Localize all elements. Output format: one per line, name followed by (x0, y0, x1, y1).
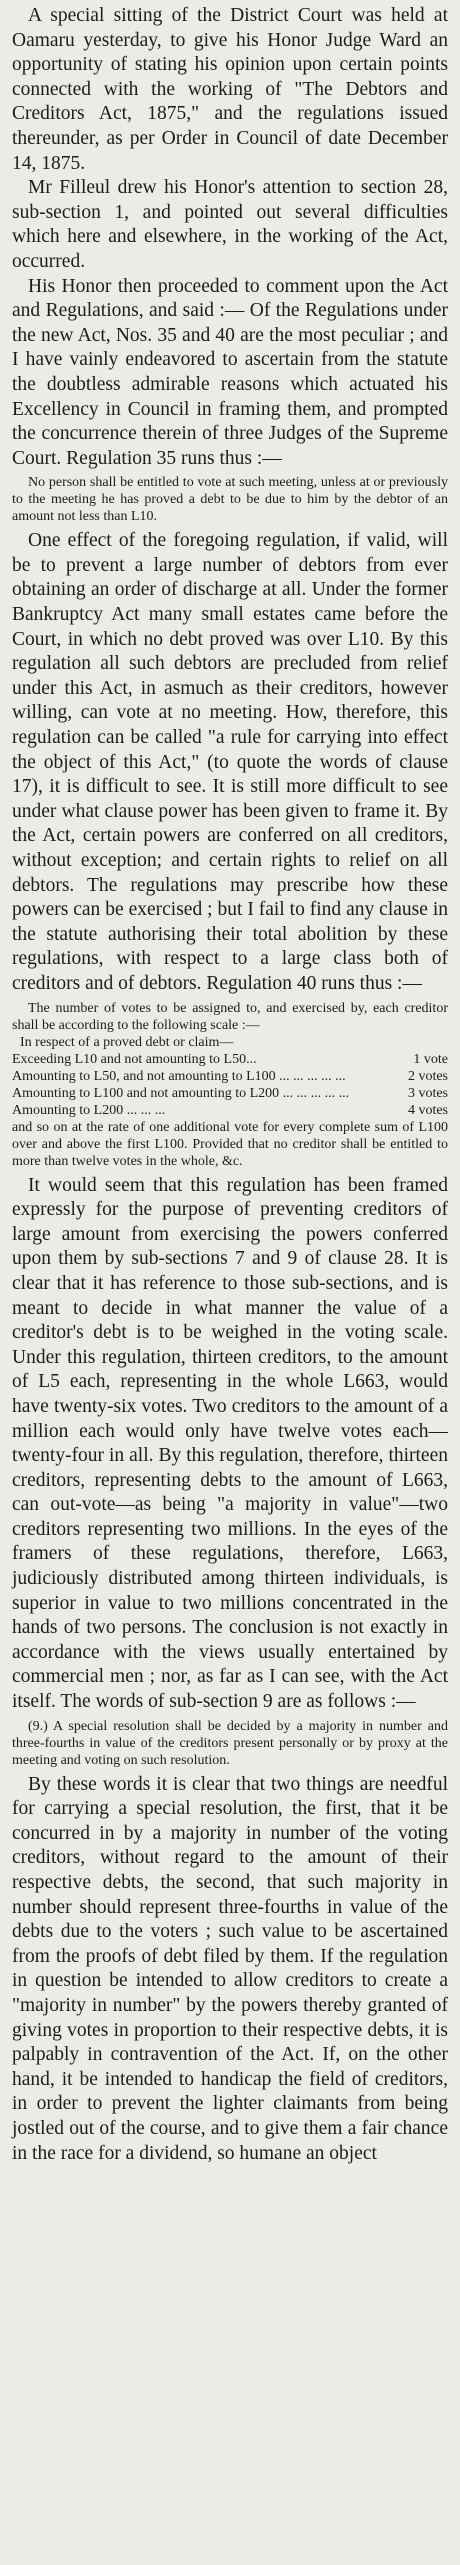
vote-scale-row (12, 1068, 448, 1085)
article-paragraph-honor-comment: His Honor then proceeded to comment upon the Act and Regulations, and said :— Of the Regulations under the new Act, Nos. 35 and 40 are the most peculiar ; and I have vainly endeavored to ascertain from the statute the doubtless admirable reasons which actuated his Excellency in Council in framing them, and prompted the concurrence therein of three Judges of the Supreme Court. Regulation 35 runs thus :— (12, 275, 448, 469)
sub-section-9-quote: (9.) A special resolution shall be decided by a majority in number and three-fourths in value of the creditors present personally or by proxy at the meeting and voting on such resolution. (12, 1718, 448, 1768)
vote-scale-row (12, 1102, 448, 1119)
vote-scale-row (12, 1051, 448, 1068)
vote-scale-row-votes: 4 votes (407, 1102, 448, 1118)
vote-scale-row (12, 1085, 448, 1102)
vote-scale-subheading: In respect of a proved debt or claim— (20, 1034, 234, 1050)
vote-scale-row-votes: 3 votes (407, 1085, 448, 1101)
vote-scale-proviso: and so on at the rate of one additional vote for every complete sum of L100 over and above the first L100. Provided that no creditor shall be entitled to more than twelve votes in the whole, &c. (12, 1119, 448, 1169)
article-paragraph-special-resolution: By these words it is clear that two things are needful for carrying a special resolution, the first, that it be concurred in by a majority in number of the voting creditors, without regard to the amount of their respective debts, the second, that such majority in number should represent three-fourths in value of the debts due to the voters ; such value to be ascertained from the proofs of debt filed by them. If the regulation in question be intended to allow creditors to create a "majority in number" by the powers thereby granted of giving votes in proportion to their respective debts, it is palpably in contravention of the Act. If, on the other hand, it be intended to handicap the field of creditors, in order to prevent the lighter claimants from being jostled out of the course, and to give them a fair chance in the race for a dividend, so humane an object (12, 1773, 448, 2164)
article-paragraph-regulation-35-effect: One effect of the foregoing regulation, if valid, will be to prevent a large number of debtors from ever obtaining an order of discharge at all. Under the former Bankruptcy Act many small estates came before the Court, in which no debt proved was over L10. By this regulation all such debtors are precluded from relief under this Act, in asmuch as their creditors, however willing, can vote at no meeting. How, therefore, this regulation can be called "a rule for carrying into effect the object of this Act," (to quote the words of clause 17), it is difficult to see. It is still more difficult to see under what clause power has been given to frame it. By the Act, certain powers are conferred on all creditors, without exception; and certain rights to relief on all debtors. The regulations may prescribe how these powers can be exercised ; but I fail to find any clause in the statute authorising their total abolition by these regulations, with respect to a large class both of creditors and of debtors. Regulation 40 runs thus :— (12, 530, 448, 994)
vote-scale-heading: The number of votes to be assigned to, and exercised by, each creditor shall be according to the following scale :— (12, 1000, 448, 1033)
vote-scale-row-range: Amounting to L50, and not amounting to L100 ... ... ... ... ... (12, 1068, 346, 1084)
vote-scale-row-range: Exceeding L10 and not amounting to L50... (12, 1051, 257, 1067)
vote-scale-row-votes: 2 votes (407, 1068, 448, 1084)
vote-scale-row-votes: 1 vote (413, 1051, 448, 1067)
article-paragraph-filleul: Mr Filleul drew his Honor's attention to section 28, sub-section 1, and pointed out several difficulties which here and elsewhere, in the working of the Act, occurred. (12, 177, 448, 272)
vote-scale-row-range: Amounting to L200 ... ... ... (12, 1102, 166, 1118)
regulation-40-quote (12, 1000, 448, 1170)
vote-scale-row-range: Amounting to L100 and not amounting to L200 ... ... ... ... ... (12, 1085, 350, 1101)
article-paragraph-regulation-40-analysis: It would seem that this regulation has been framed expressly for the purpose of preventing creditors of large amount from exercising the powers conferred upon them by sub-sections 7 and 9 of clause 28. It is clear that it has reference to those sub-sections, and is meant to decide in what manner the value of a creditor's debt is to be weighed in the voting scale. Under this regulation, thirteen creditors, to the amount of L5 each, representing in the whole L663, would have twenty-six votes. Two creditors to the amount of a million each would only have twelve votes each—twenty-four in all. By this regulation, therefore, thirteen creditors, representing debts to the amount of L663, can out-vote—as being "a majority in value"—two creditors representing two millions. In the eyes of the framers of these regulations, therefore, L663, judiciously distributed among thirteen individuals, is superior in value to two millions concentrated in the hands of two persons. The conclusion is not exactly in accordance with the views usually entertained by commercial men ; nor, as far as I can see, with the Act itself. The words of sub-section 9 are as follows :— (12, 1174, 448, 1713)
article-paragraph-intro: A special sitting of the District Court was held at Oamaru yesterday, to give his Honor Judge Ward an opportunity of stating his opinion upon certain points connected with the working of "The Debtors and Creditors Act, 1875," and the regulations issued thereunder, as per Order in Council of date December 14, 1875. (12, 5, 448, 174)
regulation-35-quote: No person shall be entitled to vote at such meeting, unless at or previously to the meeting he has proved a debt to be due to him by the debtor of an amount not less than L10. (12, 475, 448, 525)
